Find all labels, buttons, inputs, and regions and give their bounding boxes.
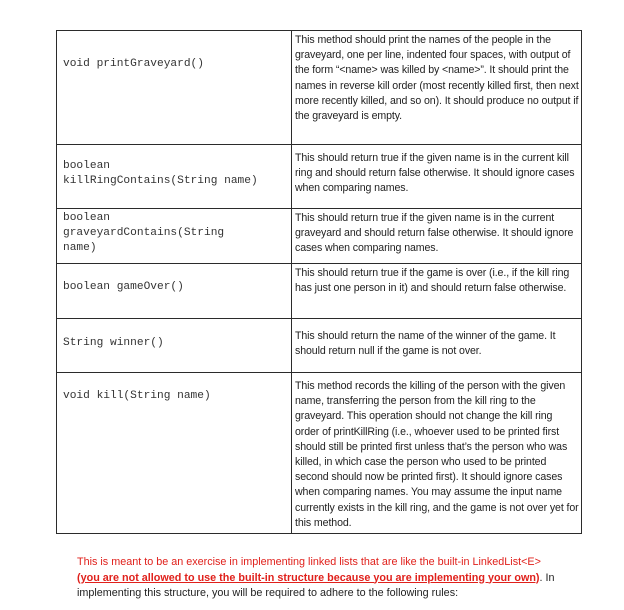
method-signature: void printGraveyard(): [57, 31, 292, 145]
table-row: [57, 264, 582, 319]
table-row: [57, 145, 582, 209]
method-signature: boolean killRingContains(String name): [57, 145, 292, 209]
note-warning: (you are not allowed to use the built-in structure because you are implementing your own): [77, 571, 540, 584]
method-description: This should return true if the game is over (i.e., if the kill ring has just one person in it) and should return false otherwise.: [292, 264, 582, 319]
method-table: [56, 30, 582, 534]
method-description: This should return the name of the winner of the game. It should return null if the game is not over.: [292, 319, 582, 373]
note-intro: This is meant to be an exercise in implementing linked lists that are like the built-in LinkedList<E>: [77, 556, 541, 568]
note-rules-lead: . In implementing this structure, you will be required to adhere to the following rules:: [77, 571, 555, 599]
table-row: [57, 31, 582, 145]
table-row: [57, 209, 582, 264]
method-signature: String winner(): [57, 319, 292, 373]
method-description: This should return true if the given name is in the current kill ring and should return false otherwise. It should ignore cases when comparing names.: [292, 145, 582, 209]
table-row: [57, 373, 582, 534]
method-description: This method should print the names of the people in the graveyard, one per line, indented four spaces, with output of the form “<name> was killed by <name>”. It should print the names in reverse kill order (most recently killed first, then next more recently killed, and so on). It should produce no output if the graveyard is empty.: [292, 31, 582, 145]
method-description: This method records the killing of the person with the given name, transferring the person from the kill ring to the graveyard. This operation should not change the kill ring order of printKillRing (i.e., whoever used to be printed first should still be printed first unless that’s the person who was killed, in which case the person who used to be printed second should now be printed first). It should ignore cases when comparing names. You may assume the input name currently exists in the kill ring, and the game is not over yet for this method.: [292, 373, 582, 534]
method-signature: boolean graveyardContains(String name): [57, 209, 292, 264]
method-description: This should return true if the given name is in the current graveyard and should return false otherwise. It should ignore cases when comparing names.: [292, 209, 582, 264]
method-signature: void kill(String name): [57, 373, 292, 534]
assignment-note: [77, 555, 577, 602]
table-row: [57, 319, 582, 373]
method-signature: boolean gameOver(): [57, 264, 292, 319]
